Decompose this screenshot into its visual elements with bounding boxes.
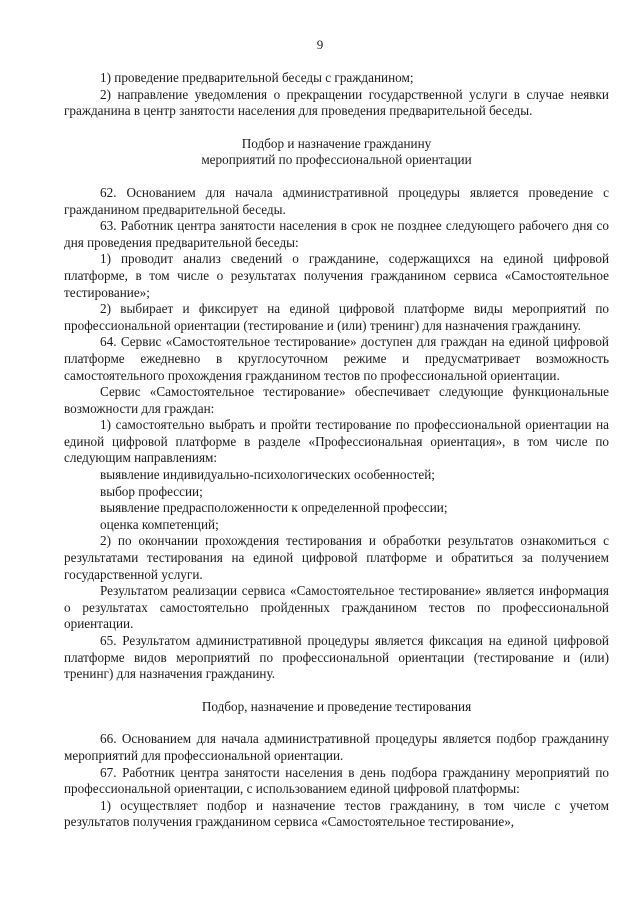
paragraph: 1) самостоятельно выбрать и пройти тестирование по профессиональной ориентации на единой цифровой платформе в разделе «Профессиональная ориентация», в том числе по следующим направлениям:: [64, 417, 609, 466]
paragraph: 1) проводит анализ сведений о гражданине, содержащихся на единой цифровой платформе, в том числе о результатах получения гражданином сервиса «Самостоятельное тестирование»;: [64, 251, 609, 300]
paragraph: 2) направление уведомления о прекращении государственной услуги в случае неявки гражданина в центр занятости населения для проведения предварительной беседы.: [64, 86, 609, 119]
paragraph: 1) осуществляет подбор и назначение тестов гражданину, в том числе с учетом результатов получения гражданином сервиса «Самостоятельное тестирование»,: [64, 797, 609, 830]
list-item: выбор профессии;: [100, 483, 203, 499]
list-item: выявление индивидуально-психологических особенностей;: [100, 467, 435, 483]
paragraph: 66. Основанием для начала административной процедуры является подбор гражданину мероприятий для профессиональной ориентации.: [64, 731, 609, 763]
page-number: 9: [316, 37, 324, 52]
paragraph: 65. Результатом административной процедуры является фиксация на единой цифровой платформе видов мероприятий по профессиональной ориентации (тестирование и (или) тренинг) для назначения гражданину.: [64, 633, 609, 682]
paragraph: 64. Сервис «Самостоятельное тестирование» доступен для граждан на единой цифровой платформе ежедневно в круглосуточном режиме и предусматривает возможность самостоятельного прохождения гражданином тестов по профессиональной ориентации.: [64, 334, 609, 383]
paragraph: Сервис «Самостоятельное тестирование» обеспечивает следующие функциональные возможности для граждан:: [64, 384, 609, 416]
paragraph: 1) проведение предварительной беседы с гражданином;: [100, 70, 414, 85]
section-heading-line: мероприятий по профессиональной ориентации: [201, 152, 472, 168]
paragraph: 2) выбирает и фиксирует на единой цифровой платформе виды мероприятий по профессиональной ориентации (тестирование и (или) тренинг) для назначения гражданину.: [64, 301, 609, 333]
paragraph: 62. Основанием для начала административной процедуры является проведение с гражданином предварительной беседы.: [64, 184, 609, 217]
section-heading-line: Подбор и назначение гражданину: [241, 135, 432, 151]
page-content: [64, 70, 609, 831]
paragraph: 2) по окончании прохождения тестирования и обработки результатов ознакомиться с результатами тестирования на единой цифровой платформе и обратиться за получением государственной услуги.: [64, 533, 609, 582]
section-heading-line: Подбор, назначение и проведение тестирования: [201, 698, 472, 714]
paragraph: 67. Работник центра занятости населения в день подбора гражданину мероприятий по профессиональной ориентации, с использованием единой цифровой платформы:: [64, 764, 609, 797]
paragraph: 63. Работник центра занятости населения в срок не позднее следующего рабочего дня со дня проведения предварительной беседы:: [64, 218, 609, 250]
list-item: выявление предрасположенности к определенной профессии;: [100, 500, 448, 516]
list-item: оценка компетенций;: [100, 516, 219, 532]
paragraph: Результатом реализации сервиса «Самостоятельное тестирование» является информация о результатах самостоятельно пройденных гражданином тестов по профессиональной ориентации.: [64, 583, 609, 632]
